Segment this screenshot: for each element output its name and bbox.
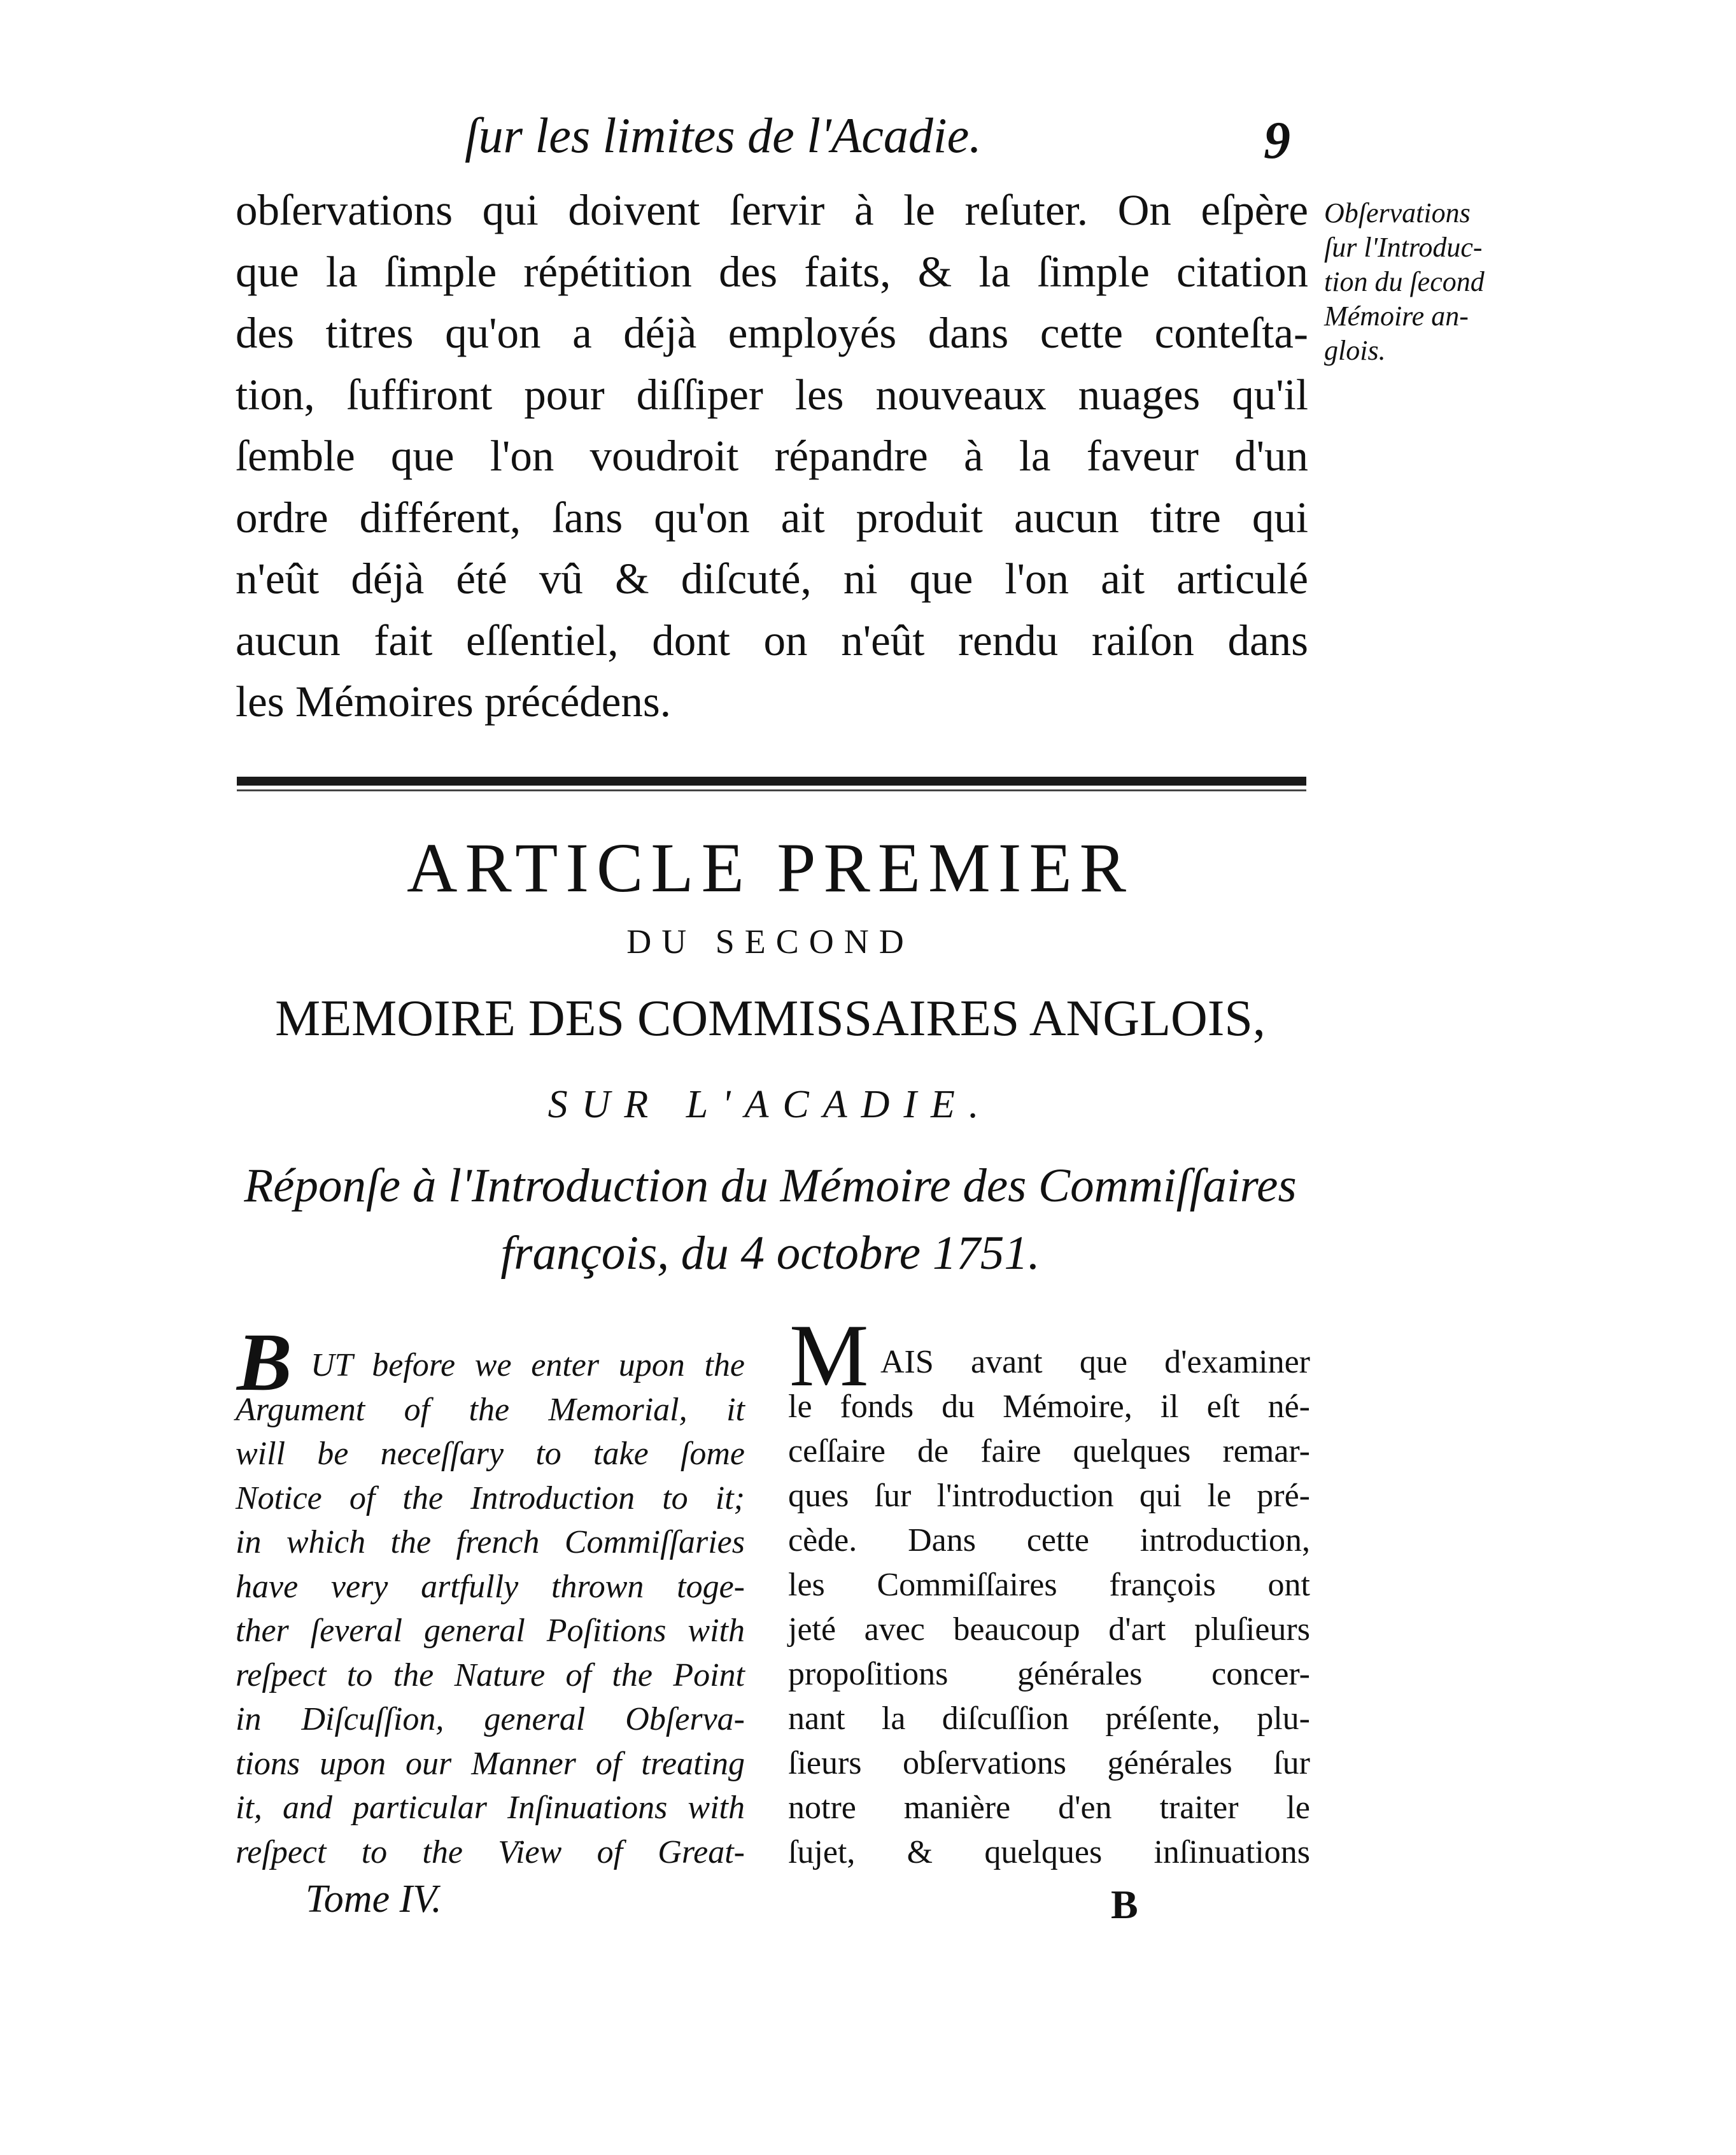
french-line: ceſſaire de faire quelques remar- <box>788 1433 1310 1469</box>
margin-note-line: Obſervations <box>1324 197 1471 229</box>
french-line: ques ſur l'introduction qui le pré- <box>788 1478 1310 1514</box>
english-line: Argument of the Memorial, it <box>236 1391 745 1428</box>
running-head: ſur les limites de l'Acadie. <box>465 108 982 163</box>
signature-mark: B <box>1111 1882 1138 1927</box>
english-line: tions upon our Manner of treating <box>236 1745 745 1782</box>
english-line: it, and particular Inſinuations with <box>236 1790 745 1826</box>
intro-line: obſervations qui doivent ſervir à le reſuter. On eſpère <box>236 186 1308 234</box>
french-line: les Commiſſaires françois ont <box>788 1567 1310 1603</box>
english-line: UT before we enter upon the <box>311 1347 745 1383</box>
intro-line: aucun fait eſſentiel, dont on n'eût rendu raiſon dans <box>236 616 1308 665</box>
english-line: Notice of the Introduction to it; <box>236 1480 745 1516</box>
english-line: in Diſcuſſion, general Obſerva- <box>236 1701 745 1737</box>
french-line: le fonds du Mémoire, il eſt né- <box>788 1388 1310 1425</box>
french-line: ſieurs obſervations générales ſur <box>788 1745 1310 1781</box>
intro-line: les Mémoires précédens. <box>236 677 672 726</box>
french-line: cède. Dans cette introduction, <box>788 1522 1310 1558</box>
intro-line: ordre différent, ſans qu'on ait produit aucun titre qui <box>236 493 1308 542</box>
english-line: in which the french Commiſſaries <box>236 1524 745 1560</box>
reponse-line: Réponſe à l'Introduction du Mémoire des Commiſſaires <box>244 1159 1297 1212</box>
english-column <box>236 1343 745 1874</box>
reponse-line: françois, du 4 octobre 1751. <box>500 1227 1040 1280</box>
intro-line: ſemble que l'on voudroit répandre à la faveur d'un <box>236 432 1308 480</box>
english-dropcap: B <box>237 1317 292 1408</box>
french-line: jeté avec beaucoup d'art pluſieurs <box>788 1611 1310 1648</box>
intro-line: que la ſimple répétition des faits, & la ſimple citation <box>236 247 1308 296</box>
english-line: reſpect to the Nature of the Point <box>236 1657 745 1693</box>
french-dropcap: M <box>789 1306 869 1405</box>
intro-line: tion, ſuffiront pour diſſiper les nouveaux nuages qu'il <box>236 370 1308 419</box>
intro-line: n'eût déjà été vû & diſcuté, ni que l'on ait articulé <box>236 555 1308 603</box>
article-title: ARTICLE PREMIER <box>406 829 1134 907</box>
section-divider-thin <box>237 789 1306 791</box>
french-line: notre manière d'en traiter le <box>788 1790 1310 1826</box>
memoire-heading: MEMOIRE DES COMMISSAIRES ANGLOIS, <box>275 991 1266 1047</box>
french-line: AIS avant que d'examiner <box>880 1344 1310 1380</box>
english-line: have very artfully thrown toge- <box>236 1568 745 1605</box>
margin-note-line: tion du ſecond <box>1324 266 1485 297</box>
english-line: ther ſeveral general Poſitions with <box>236 1613 745 1649</box>
intro-paragraph <box>236 180 1308 733</box>
french-column <box>788 1340 1310 1875</box>
margin-note-line: glois. <box>1324 335 1386 366</box>
article-subtitle: DU SECOND <box>626 922 914 961</box>
section-divider <box>237 777 1306 786</box>
intro-line: des titres qu'on a déjà employés dans cette conteſta- <box>236 309 1308 357</box>
french-line: propoſitions générales concer- <box>788 1656 1310 1692</box>
margin-note-line: Mémoire an- <box>1324 300 1469 332</box>
sur-acadie-heading: SUR L'ACADIE. <box>547 1083 993 1126</box>
tome-label: Tome IV. <box>306 1877 442 1921</box>
french-line: ſujet, & quelques inſinuations <box>788 1834 1310 1870</box>
english-line: reſpect to the View of Great- <box>236 1834 745 1870</box>
margin-note <box>1324 196 1541 368</box>
reponse-heading <box>0 1152 1541 1287</box>
margin-note-line: ſur l'Introduc- <box>1324 232 1483 263</box>
french-line: nant la diſcuſſion préſente, plu- <box>788 1700 1310 1737</box>
page-number: 9 <box>1264 111 1290 170</box>
english-line: will be neceſſary to take ſome <box>236 1436 745 1472</box>
